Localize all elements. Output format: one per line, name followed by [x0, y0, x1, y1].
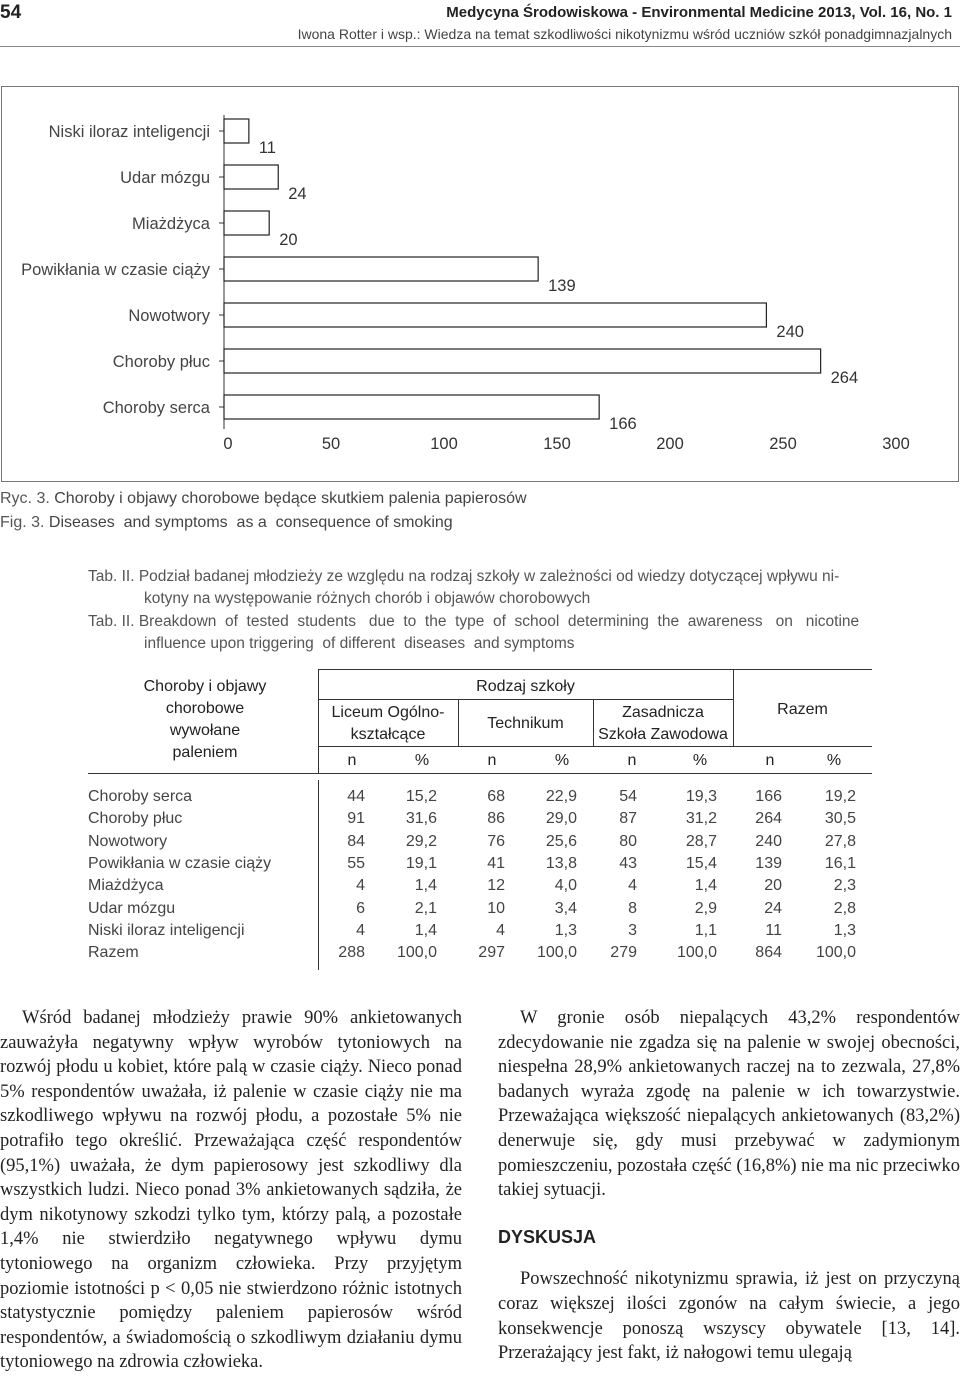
cell-n: 91: [347, 810, 365, 828]
cell-percent: 2,3: [833, 877, 856, 895]
category-label: Nowotwory: [128, 307, 210, 325]
cell-percent: 29,0: [545, 810, 577, 828]
journal-title: Medycyna Środowiskowa - Environmental Medicine 2013, Vol. 16, No. 1: [446, 4, 952, 21]
bar-chart: [2, 87, 958, 481]
figure-caption-en: [0, 514, 453, 532]
cell-n: 8: [628, 899, 637, 917]
cell-n: 44: [347, 788, 365, 805]
cell-n: 4: [628, 877, 637, 895]
bar: [224, 349, 821, 373]
bar-value-label: 240: [776, 323, 804, 341]
subheader-percent: %: [554, 752, 570, 769]
header-divider: [0, 46, 960, 47]
cell-percent: 19,2: [824, 788, 856, 805]
header-bottom-rule: [88, 773, 872, 774]
cell-percent: 3,4: [554, 899, 577, 917]
cell-n: 279: [610, 944, 637, 962]
cell-percent: 22,9: [545, 788, 577, 805]
cell-percent: 1,4: [694, 877, 717, 895]
subheader-percent: %: [692, 752, 708, 769]
body-right-column: [498, 1006, 960, 1366]
school-liceum-line: Liceum Ogólno-: [331, 704, 445, 721]
cell-n: 84: [347, 832, 365, 850]
cell-percent: 100,0: [676, 944, 717, 962]
subheader-n: n: [487, 752, 497, 769]
cell-percent: 30,5: [824, 810, 856, 828]
table-top-rule: [318, 669, 872, 670]
cell-n: 43: [619, 854, 637, 872]
x-tick-label: 200: [656, 435, 684, 453]
bar-value-label: 166: [609, 415, 637, 433]
table-title-en: [88, 611, 873, 655]
cell-n: 288: [338, 944, 365, 962]
table-row: [88, 877, 868, 899]
bar-chart-frame: [1, 86, 959, 482]
body-paragraph: Powszechność nikotynizmu sprawia, iż jest on przyczyną coraz większej ilości zgonów na całym świecie, a jego konsekwencje ponoszą wszyscy obywatele [13, 14]. Przerażający jest fakt, iż nałogowi temu ulegają: [498, 1269, 960, 1364]
x-tick-label: 150: [543, 435, 571, 453]
body-left-column: [0, 1006, 462, 1375]
table-title-pl-label: Tab. II.: [88, 568, 135, 585]
header-sub-rule: [318, 746, 872, 747]
cell-percent: 25,6: [545, 832, 577, 850]
cell-percent: 19,1: [405, 854, 437, 872]
body-paragraph: W gronie osób niepalących 43,2% respondentów zdecydowanie nie zgadza się na palenie w swojej obecności, niespełna 28,9% ankietowanych raczej na to zezwala, 27,8% badanych wyraża zgodę na palenie w ich towarzystwie. Przeważająca większość niepalących ankietowanych (83,2%) denerwuje się, gdy musi przebywać w zadymionym pomieszczeniu, pozostała część (16,8%) nie ma nic przeciwko takiej sytuacji.: [498, 1008, 960, 1201]
cell-n: 139: [755, 854, 782, 872]
category-label: Choroby płuc: [112, 353, 210, 371]
cell-percent: 1,4: [414, 877, 437, 895]
cell-n: 87: [619, 810, 637, 828]
bar-value-label: 11: [258, 139, 277, 157]
cell-n: 76: [487, 832, 505, 850]
bar: [224, 303, 766, 327]
bar-value-label: 264: [830, 369, 859, 387]
cell-n: 86: [487, 810, 505, 828]
cell-n: 55: [347, 854, 365, 872]
row-label: Razem: [88, 944, 139, 962]
cell-n: 4: [356, 921, 365, 939]
category-label: Miażdżyca: [132, 215, 210, 233]
cell-n: 6: [356, 899, 365, 917]
cell-n: 80: [619, 832, 637, 850]
cell-percent: 1,4: [414, 921, 437, 939]
cell-n: 12: [487, 877, 505, 895]
running-title: Iwona Rotter i wsp.: Wiedza na temat szkodliwości nikotynizmu wśród uczniów szkół ponadgimnazjalnych: [297, 26, 952, 42]
table-title-en-line2: influence upon triggering of different diseases and symptoms: [144, 635, 575, 652]
school-zasadnicza-line: Zasadnicza: [622, 704, 704, 721]
bar: [224, 395, 599, 419]
x-tick-label: 100: [430, 435, 458, 453]
subheader-percent: %: [826, 752, 842, 769]
cell-percent: 2,1: [414, 899, 437, 917]
row-label: Powikłania w czasie ciąży: [88, 854, 272, 872]
bar: [224, 165, 278, 189]
cell-percent: 29,2: [405, 832, 437, 850]
cell-n: 166: [755, 788, 782, 805]
cell-percent: 2,9: [694, 899, 717, 917]
disease-header-line: Choroby i objawy: [143, 678, 267, 695]
total-header: Razem: [777, 701, 828, 718]
cell-n: 264: [755, 810, 782, 828]
cell-percent: 100,0: [815, 944, 856, 962]
row-label: Niski iloraz inteligencji: [88, 921, 245, 939]
cell-n: 11: [765, 921, 782, 939]
x-tick-label: 0: [223, 435, 233, 453]
cell-percent: 27,8: [824, 832, 856, 850]
cell-percent: 16,1: [824, 854, 856, 872]
table-title-pl-line2: kotyny na występowanie różnych chorób i objawów chorobowych: [144, 590, 591, 607]
table-row: [88, 922, 868, 944]
page-number: 54: [0, 2, 22, 23]
school-zasadnicza-line: Szkoła Zawodowa: [598, 726, 728, 743]
row-label: Nowotwory: [88, 832, 168, 850]
cell-n: 4: [356, 877, 365, 895]
bar: [224, 211, 269, 235]
school-technikum-header: Technikum: [487, 715, 564, 732]
figure-caption-pl-text: Choroby i objawy chorobowe będące skutkiem palenia papierosów: [54, 490, 527, 507]
row-label: Choroby płuc: [88, 810, 183, 828]
table-vline: [318, 780, 319, 970]
school-liceum-header: [318, 702, 458, 746]
table-row: [88, 788, 868, 810]
section-heading: DYSKUSJA: [498, 1226, 597, 1247]
table-row: [88, 833, 868, 855]
cell-percent: 15,4: [685, 854, 717, 872]
figure-caption-en-text: Diseases and symptoms as a consequence of smoking: [48, 514, 453, 531]
table-row: [88, 900, 868, 922]
table-row: [88, 810, 868, 832]
cell-n: 4: [496, 921, 505, 939]
school-liceum-line: kształcące: [350, 726, 426, 743]
table-title-en-line1: Breakdown of tested students due to the type of school determining the awareness on nicotine: [138, 613, 860, 630]
disease-header-line: paleniem: [172, 744, 238, 761]
figure-caption-pl: [0, 490, 527, 508]
subheader-n: n: [347, 752, 357, 769]
figure-caption-pl-label: Ryc. 3.: [0, 490, 50, 507]
cell-percent: 31,6: [405, 810, 437, 828]
row-label: Choroby serca: [88, 788, 193, 805]
category-label: Choroby serca: [102, 399, 210, 417]
cell-percent: 4,0: [554, 877, 577, 895]
cell-percent: 13,8: [545, 854, 577, 872]
disease-header-line: wywołane: [169, 722, 241, 739]
cell-percent: 15,2: [405, 788, 437, 805]
cell-percent: 31,2: [685, 810, 717, 828]
x-tick-label: 300: [882, 435, 910, 453]
category-label: Niski iloraz inteligencji: [48, 123, 210, 141]
cell-n: 10: [487, 899, 505, 917]
cell-n: 68: [487, 788, 505, 805]
cell-n: 864: [755, 944, 782, 962]
cell-percent: 100,0: [396, 944, 437, 962]
subheader-percent: %: [414, 752, 430, 769]
bar-value-label: 20: [279, 231, 298, 249]
cell-n: 41: [487, 854, 505, 872]
row-label: Udar mózgu: [88, 899, 176, 917]
cell-n: 240: [755, 832, 782, 850]
x-tick-label: 50: [321, 435, 341, 453]
category-label: Powikłania w czasie ciąży: [21, 261, 210, 279]
cell-percent: 1,1: [694, 921, 717, 939]
bar-value-label: 24: [288, 185, 307, 203]
bar-value-label: 139: [548, 277, 576, 295]
table-title-pl: [88, 566, 873, 610]
school-type-rule: [318, 699, 733, 700]
table-row: [88, 944, 868, 966]
cell-n: 54: [619, 788, 637, 805]
cell-percent: 1,3: [833, 921, 856, 939]
cell-n: 24: [764, 899, 782, 917]
cell-percent: 2,8: [833, 899, 856, 917]
cell-percent: 1,3: [554, 921, 577, 939]
x-tick-label: 250: [769, 435, 797, 453]
row-label: Miażdżyca: [88, 877, 164, 895]
disease-column-header: [110, 676, 300, 764]
category-label: Udar mózgu: [120, 169, 210, 187]
cell-n: 3: [628, 921, 637, 939]
cell-n: 297: [478, 944, 505, 962]
school-type-header: Rodzaj szkoły: [476, 678, 575, 695]
table-title-pl-line1: Podział badanej młodzieży ze względu na rodzaj szkoły w zależności od wiedzy dotyczącej wpływu ni-: [138, 568, 840, 585]
figure-caption-en-label: Fig. 3.: [0, 514, 45, 531]
cell-percent: 19,3: [685, 788, 717, 805]
subheader-n: n: [627, 752, 637, 769]
body-paragraph: Wśród badanej młodzieży prawie 90% ankietowanych zauważyła negatywny wpływ wyrobów tytoniowych na rozwój płodu u kobiet, które palą w czasie ciąży. Nieco ponad 5% respondentów uważała, iż palenie w czasie ciąży nie ma szkodliwego wpływu na rozwój płodu, a pozostałe 5% nie potrafiło tego określić. Przeważająca część respondentów (95,1%) uważała, że dym papierosowy jest szkodliwy dla wszystkich ludzi. Nieco ponad 3% ankietowanych sądziła, że dym nikotynowy szkodzi tylko tym, którzy palą, a pozostałe 1,4% nie stwierdziło negatywnego wpływu dymu tytoniowego na organizm człowieka. Przy przyjętym poziomie istotności p < 0,05 nie stwierdzono różnic istotnych statystycznie pomiędzy paleniem papierosów wśród respondentów, a świadomością o szkodliwym działaniu dymu tytoniowego na zdrowia człowieka.: [0, 1008, 462, 1373]
bar: [224, 119, 249, 143]
cell-percent: 28,7: [685, 832, 717, 850]
cell-n: 20: [764, 877, 782, 895]
table-title-en-label: Tab. II.: [88, 613, 135, 630]
table-row: [88, 855, 868, 877]
subheader-n: n: [765, 752, 775, 769]
disease-header-line: chorobowe: [165, 700, 245, 717]
school-zasadnicza-header: [593, 702, 733, 746]
cell-percent: 100,0: [536, 944, 577, 962]
bar: [224, 257, 538, 281]
